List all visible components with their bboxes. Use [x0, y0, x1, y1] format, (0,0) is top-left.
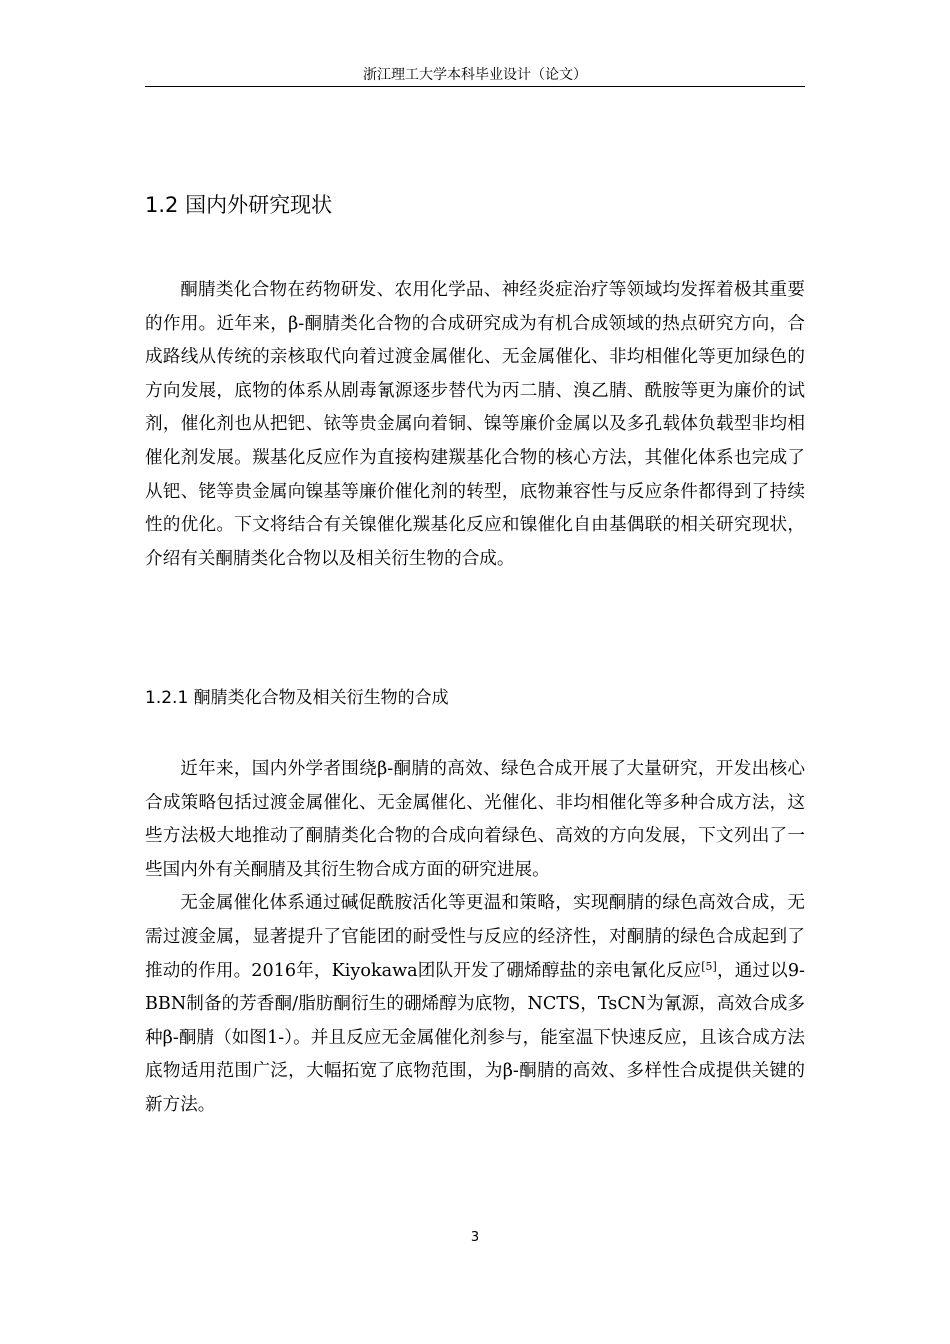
page-number: 3 — [470, 1230, 480, 1245]
subsection-heading: 1.2.1 酮腈类化合物及相关衍生物的合成 — [145, 688, 449, 708]
subsection-body — [145, 753, 805, 1123]
section-heading: 1.2 国内外研究现状 — [145, 193, 333, 217]
citation-reference[interactable]: [5] — [701, 959, 717, 973]
subsection-paragraph-1: 近年来，国内外学者围绕β-酮腈的高效、绿色合成开展了大量研究，开发出核心合成策略包括过渡金属催化、无金属催化、光催化、非均相催化等多种合成方法，这些方法极大地推动了酮腈类化合物的合成向着绿色、高效的方向发展，下文列出了一些国内外有关酮腈及其衍生物合成方面的研究进展。 — [145, 759, 805, 880]
page-header-title: 浙江理工大学本科毕业设计（论文） — [363, 67, 587, 83]
section-paragraph: 酮腈类化合物在药物研发、农用化学品、神经炎症治疗等领域均发挥着极其重要的作用。近年来，β-酮腈类化合物的合成研究成为有机合成领域的热点研究方向，合成路线从传统的亲核取代向着过渡金属催化、无金属催化、非均相催化等更加绿色的方向发展，底物的体系从剧毒氰源逐步替代为丙二腈、溴乙腈、酰胺等更为廉价的试剂，催化剂也从把钯、铱等贵金属向着铜、镍等廉价金属以及多孔载体负载型非均相催化剂发展。羰基化反应作为直接构建羰基化合物的核心方法，其催化体系也完成了从钯、铑等贵金属向镍基等廉价催化剂的转型，底物兼容性与反应条件都得到了持续性的优化。下文将结合有关镍催化羰基化反应和镍催化自由基偶联的相关研究现状，介绍有关酮腈类化合物以及相关衍生物的合成。 — [145, 280, 805, 569]
paragraph-2-text-before-citation: 无金属催化体系通过碱促酰胺活化等更温和策略，实现酮腈的绿色高效合成，无需过渡金属，显著提升了官能团的耐受性与反应的经济性，对酮腈的绿色合成起到了推动的作用。2016年，Kiyokawa团队开发了硼烯醇盐的亲电氰化反应 — [145, 893, 805, 981]
section-body — [145, 274, 805, 576]
paragraph-2-text-after-citation: ，通过以9-BBN制备的芳香酮/脂肪酮衍生的硼烯醇为底物，NCTS，TsCN为氰源，高效合成多种β-酮腈（如图1-）。并且反应无金属催化剂参与，能室温下快速反应，且该合成方法底物适用范围广泛，大幅拓宽了底物范围，为β-酮腈的高效、多样性合成提供关键的新方法。 — [145, 960, 805, 1115]
header-divider — [145, 86, 805, 87]
subsection-paragraph-2 — [145, 887, 805, 1122]
